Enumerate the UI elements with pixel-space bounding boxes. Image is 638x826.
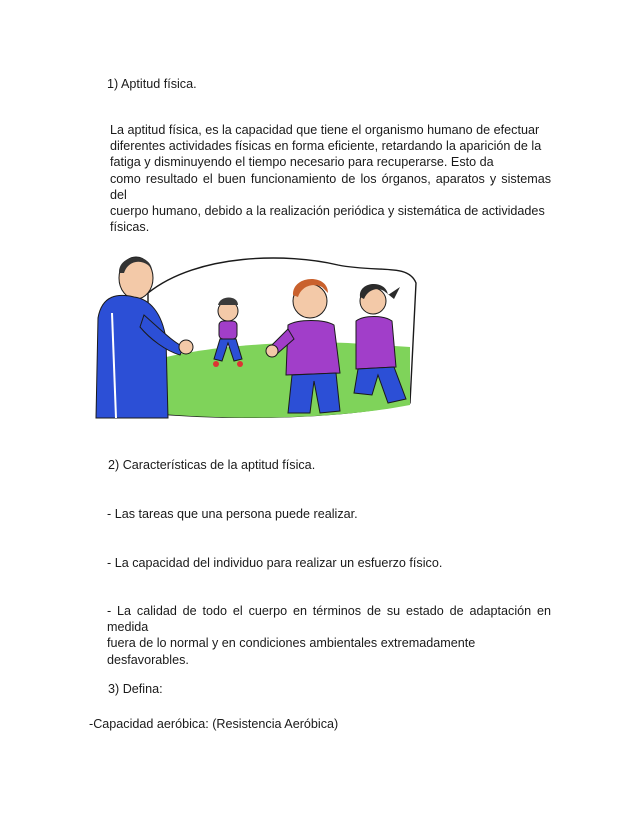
paragraph-line: diferentes actividades físicas en forma eficiente, retardando la aparición de la (110, 139, 542, 154)
paragraph-line: desfavorables. (107, 652, 189, 667)
section3-heading: 3) Defina: (108, 682, 163, 696)
section2-heading: 2) Características de la aptitud física. (108, 458, 316, 472)
paragraph-line: cuerpo humano, debido a la realización periódica y sistemática de actividades (110, 204, 545, 219)
section2-item-1: - Las tareas que una persona puede realizar. (107, 507, 358, 521)
paragraph-line: La aptitud física, es la capacidad que tiene el organismo humano de efectuar (110, 123, 540, 137)
paragraph-line: - La calidad de todo el cuerpo en términos de su estado de adaptación en medida (107, 604, 551, 635)
paragraph-line: como resultado el buen funcionamiento de los órganos, aparatos y sistemas del (110, 171, 551, 202)
paragraph-line: fuera de lo normal y en condiciones ambientales extremadamente (107, 636, 476, 651)
paragraph-line: físicas. (110, 220, 150, 235)
section2-item-2: - La capacidad del individuo para realizar un esfuerzo físico. (107, 556, 443, 570)
section2-item-3 (107, 603, 551, 668)
section1-heading: 1) Aptitud física. (107, 77, 197, 91)
coach-and-children-exercising-illustration (88, 243, 418, 421)
section1-paragraph (110, 122, 551, 235)
section3-item-1: -Capacidad aeróbica: (Resistencia Aeróbica) (89, 717, 339, 731)
paragraph-line: fatiga y disminuyendo el tiempo necesario para recuperarse. Esto da (110, 155, 494, 170)
